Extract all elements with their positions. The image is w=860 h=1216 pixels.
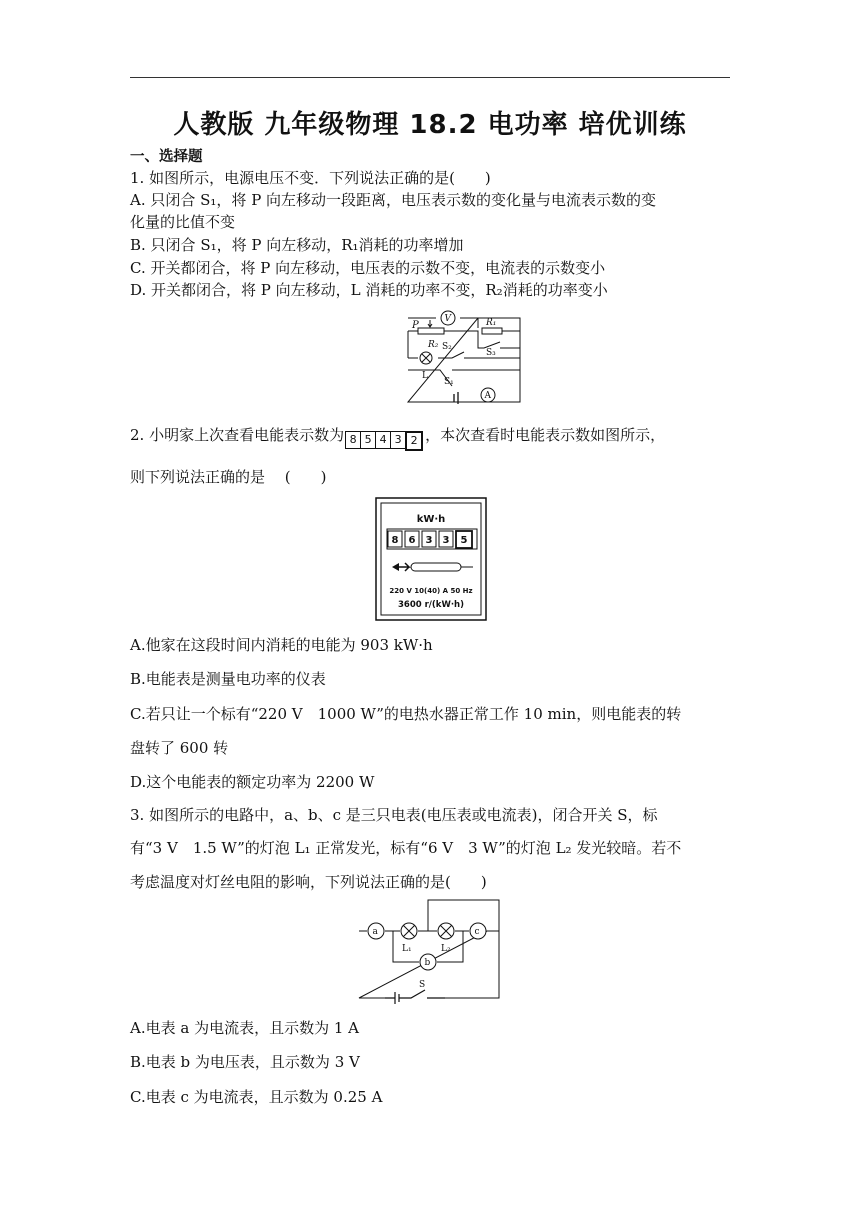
meter-digit-decimal: 5 bbox=[460, 535, 468, 546]
meter-digit: 6 bbox=[408, 535, 416, 546]
q1-stem: 1. 如图所示，电源电压不变．下列说法正确的是( ) bbox=[130, 169, 491, 187]
q1-circuit-diagram bbox=[400, 306, 530, 406]
q1-label-a: A bbox=[484, 391, 491, 401]
meter-unit: kW·h bbox=[416, 514, 446, 525]
prev-digit-decimal: 2 bbox=[405, 431, 423, 451]
section-heading: 一、选择题 bbox=[130, 149, 203, 165]
q2-option-b: B.电能表是测量电功率的仪表 bbox=[130, 670, 326, 688]
q1-label-r2: R₂ bbox=[428, 340, 439, 350]
page-title: 人教版 九年级物理 18.2 电功率 培优训练 bbox=[173, 110, 687, 140]
q1-option-b: B. 只闭合 S₁，将 P 向左移动，R₁消耗的功率增加 bbox=[130, 236, 464, 254]
prev-digit: 5 bbox=[360, 431, 376, 449]
q1-option-d: D. 开关都闭合，将 P 向左移动，L 消耗的功率不变，R₂消耗的功率变小 bbox=[130, 281, 608, 299]
q3-meter-c: c bbox=[474, 927, 480, 937]
q1-option-a-cont: 化量的比值不变 bbox=[130, 213, 236, 231]
q1-option-a: A. 只闭合 S₁，将 P 向左移动一段距离，电压表示数的变化量与电流表示数的变 bbox=[130, 191, 657, 209]
q1-label-v: V bbox=[444, 314, 451, 324]
q3-option-b: B.电表 b 为电压表，且示数为 3 V bbox=[130, 1053, 360, 1071]
q1-label-s2: S₂ bbox=[442, 342, 452, 352]
q2-option-c: C.若只让一个标有“220 V 1000 W”的电热水器正常工作 10 min，则电能表的转 bbox=[130, 705, 682, 723]
q3-option-c: C.电表 c 为电流表，且示数为 0.25 A bbox=[130, 1088, 383, 1106]
q3-meter-a: a bbox=[372, 927, 378, 937]
q1-label-p: P bbox=[412, 320, 419, 331]
q3-meter-b: b bbox=[424, 958, 431, 968]
q3-stem-line3: 考虑温度对灯丝电阻的影响，下列说法正确的是( ) bbox=[130, 873, 487, 891]
q2-option-d: D.这个电能表的额定功率为 2200 W bbox=[130, 773, 375, 791]
meter-spec: 220 V 10(40) A 50 Hz bbox=[389, 587, 473, 595]
q2-stem-cont: 则下列说法正确的是 ( ) bbox=[130, 468, 327, 486]
prev-digit: 3 bbox=[390, 431, 406, 449]
q2-stem bbox=[130, 424, 735, 451]
q1-label-s1: S₁ bbox=[444, 377, 454, 387]
q1-label-l: L bbox=[422, 371, 428, 381]
q2-electric-meter bbox=[375, 497, 487, 621]
q3-stem-line2: 有“3 V 1.5 W”的灯泡 L₁ 正常发光，标有“6 V 3 W”的灯泡 L₂ 发光较暗。若不 bbox=[130, 839, 682, 857]
header-rule bbox=[130, 77, 730, 78]
q2-option-a: A.他家在这段时间内消耗的电能为 903 kW·h bbox=[130, 636, 433, 654]
q1-label-r1: R₁ bbox=[486, 318, 497, 328]
q1-label-s3: S₃ bbox=[486, 348, 496, 358]
q3-circuit-diagram bbox=[355, 896, 505, 1004]
meter-digit: 3 bbox=[425, 535, 433, 546]
q3-stem-line1: 3. 如图所示的电路中，a、b、c 是三只电表(电压表或电流表)，闭合开关 S，标 bbox=[130, 806, 658, 824]
q3-label-l2: L₂ bbox=[441, 944, 451, 954]
meter-digit: 8 bbox=[391, 535, 399, 546]
q2-option-c-cont: 盘转了 600 转 bbox=[130, 739, 229, 757]
q2-stem-part2: ，本次查看时电能表示数如图所示， bbox=[425, 426, 666, 444]
q1-option-c: C. 开关都闭合，将 P 向左移动，电压表的示数不变，电流表的示数变小 bbox=[130, 259, 606, 277]
q3-label-s: S bbox=[419, 980, 426, 990]
prev-digit: 8 bbox=[345, 431, 361, 449]
q2-previous-reading bbox=[346, 431, 423, 451]
q2-stem-part1: 2. 小明家上次查看电能表示数为 bbox=[130, 426, 345, 444]
meter-digit: 3 bbox=[442, 535, 450, 546]
q3-label-l1: L₁ bbox=[402, 944, 412, 954]
prev-digit: 4 bbox=[375, 431, 391, 449]
q3-option-a: A.电表 a 为电流表，且示数为 1 A bbox=[130, 1019, 359, 1037]
meter-constant: 3600 r/(kW·h) bbox=[398, 600, 464, 610]
